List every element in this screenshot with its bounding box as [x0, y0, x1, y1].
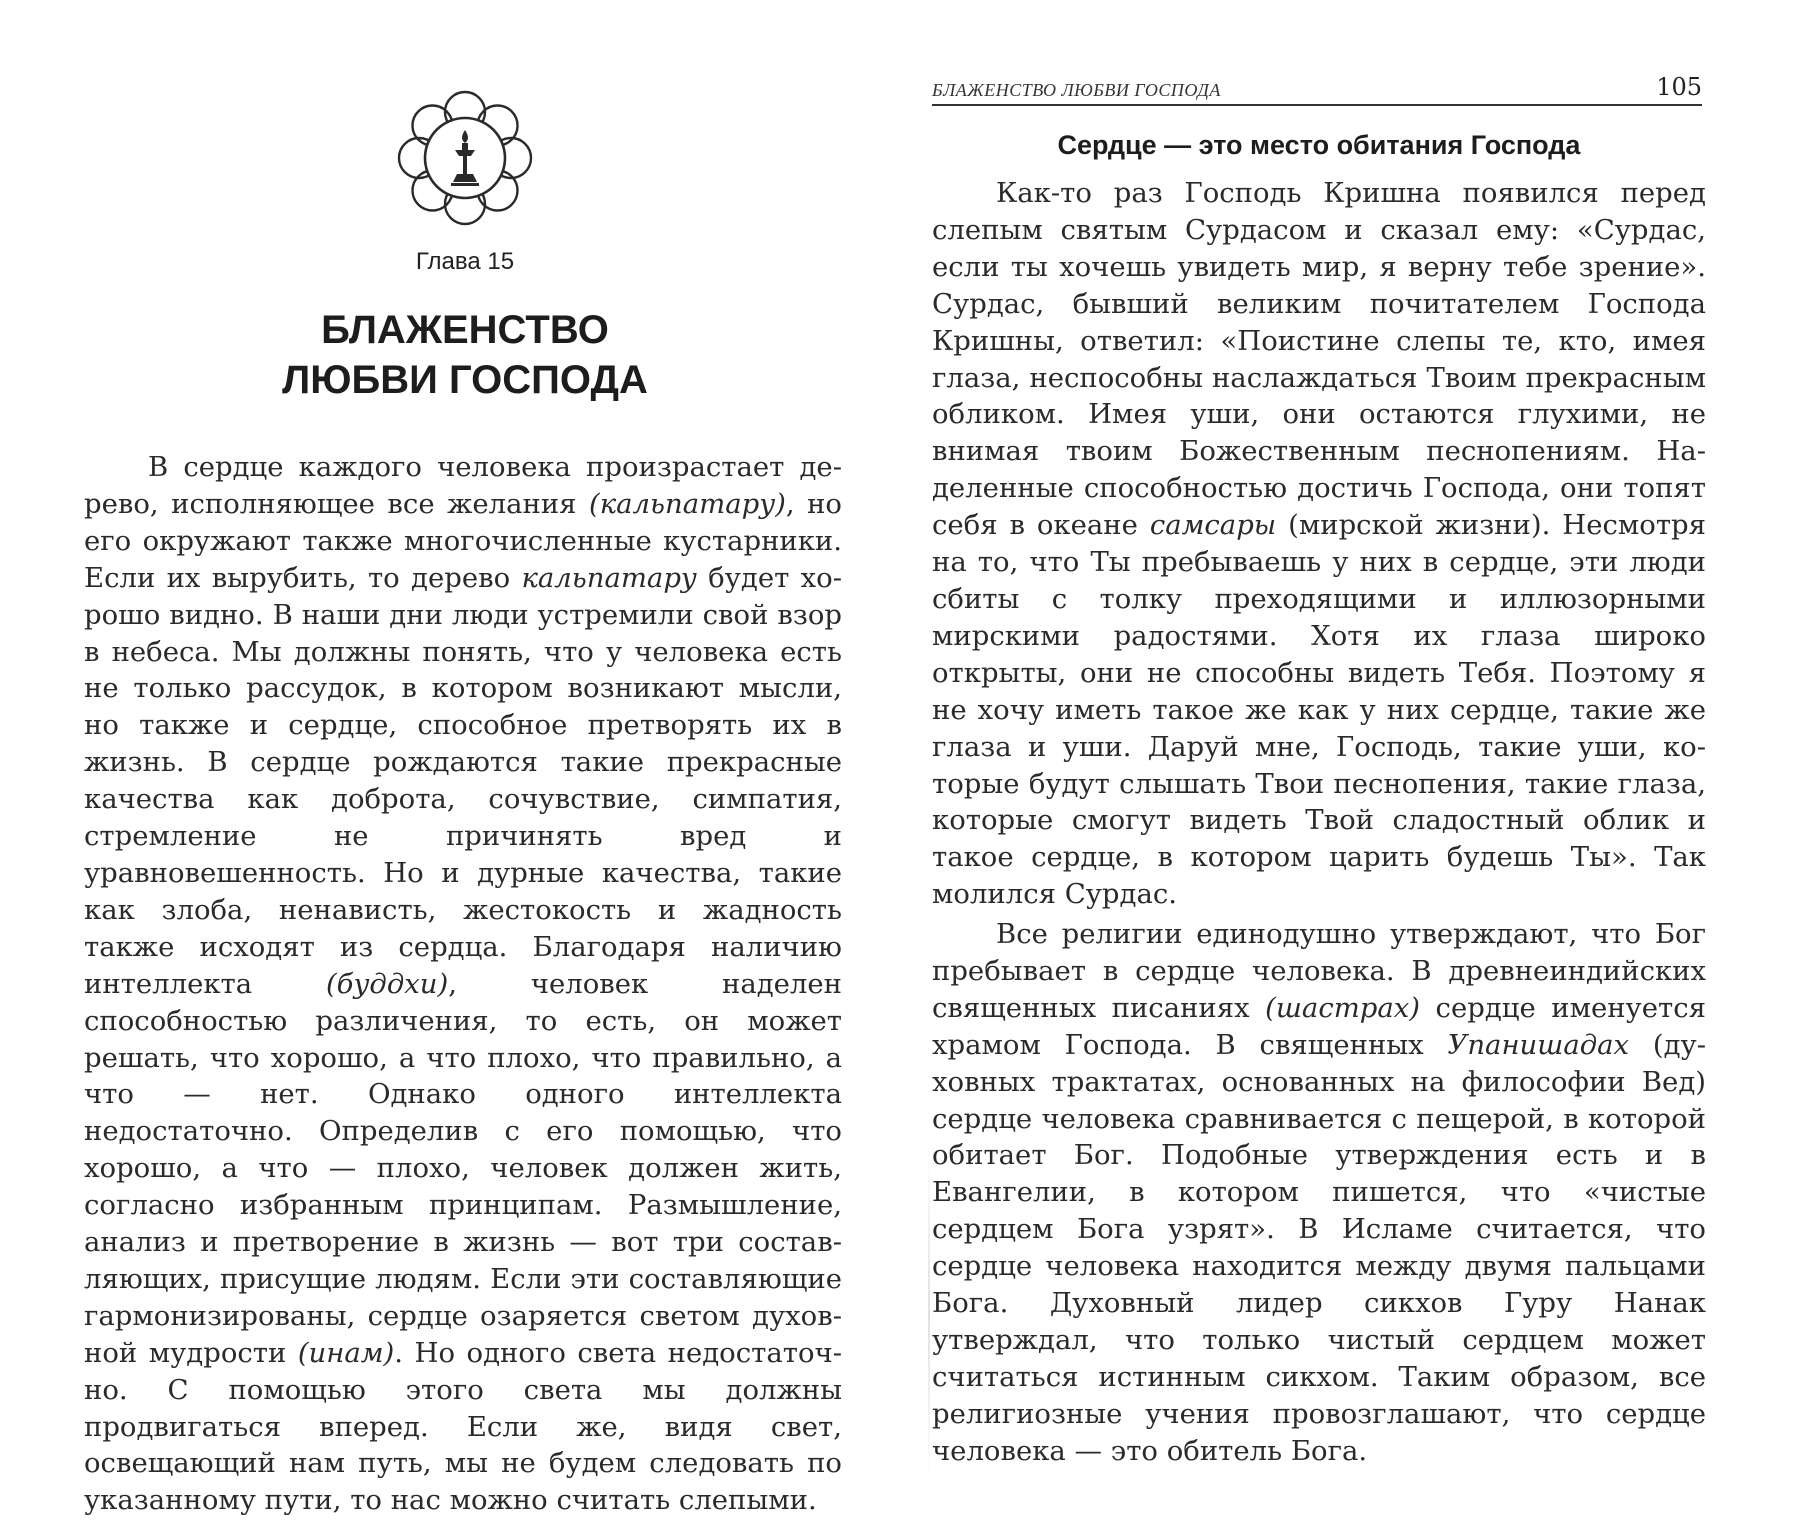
text-run: будет хорошо видно. В наши дни люди устремили свой взор в небеса. Мы должны понять, что у человека есть не только рассудок, в котором возникают мысли, но также и сердце, способное претворять их в жизнь. В сердце рождаются такие прекрасные качества как доброта, сочувствие, симпатия, стремление не причинять вред и уравновешенность. Но и дурные качества, такие как злоба, ненависть, жестокость и жадность также исходят из сердца. Благодаря наличию интеллекта	[84, 561, 842, 1000]
text-run: , человек наделен способностью различения, то есть, он может решать, что хорошо, а что плохо, что правильно, а что — нет. Однако одного интеллекта недостаточно. Определив с его помощью, что хорошо, а что — плохо, человек должен жить, согласно избранным принципам. Размышление, анализ и претворение в жизнь — вот три составляющих, присущие людям. Если эти составляющие гармонизированы, сердце озаряется светом духовной мудрости	[84, 967, 842, 1369]
running-title: БЛАЖЕНСТВО ЛЮБВИ ГОСПОДА	[932, 80, 1221, 100]
text-run: , но его окружают также многочисленные кустарники. Если их вырубить, то дерево	[84, 487, 842, 594]
italic-term: (кальпатару)	[588, 487, 786, 520]
text-run: (духовных трактатах, основанных на философии Вед) сердце человека сравнивается с пещерой, в которой обитает Бог. Подобные утверждения есть и в Евангелии, в котором пишется, что «чистые сердцем Бога узрят». В Исламе считается, что сердце человека находится между двумя пальцами Бога. Духовный лидер сикхов Гуру Нанак утверждал, что только чистый сердцем может считаться истинным сикхом. Таким образом, все религиозные учения провозглашают, что сердце человека — это обитель Бога.	[932, 1028, 1706, 1467]
chapter-title-line-2: ЛЮБВИ ГОСПОДА	[282, 358, 648, 402]
chapter-body	[84, 449, 842, 1519]
book-gutter	[928, 1150, 930, 1480]
paragraph	[932, 916, 1706, 1470]
section-body-2	[932, 916, 1706, 1470]
text-run: . Но одного света недостаточно. С помощью этого света мы должны продвигаться вперед. Если же, видя свет, освещающий нам путь, мы не будем следовать по указанному пути, то нас можно считать слепыми.	[84, 1336, 842, 1517]
italic-term: (инам)	[297, 1336, 395, 1369]
italic-term: кальпатару	[521, 561, 697, 594]
italic-term: самсары	[1149, 509, 1277, 542]
italic-term: (буддхи)	[325, 967, 449, 1000]
section-body-1	[932, 175, 1706, 913]
text-run: сердце именуется храмом Господа. В священных	[932, 991, 1706, 1061]
paragraph	[932, 175, 1706, 913]
text-run: Как-то раз Господь Кришна появился перед слепым святым Сурдасом и сказал ему: «Сурдас, если ты хочешь увидеть мир, я верну тебе зрение». Сурдас, бывший великим почитателем Господа Кришны, ответил: «Поистине слепы те, кто, имея глаза, неспособны наслаждаться Твоим прекрасным обликом. Имея уши, они остаются глухими, не внимая твоим Божественным песнопениям. Наделенные способностью достичь Господа, они топят себя в океане	[932, 177, 1706, 542]
italic-term: (шастрах)	[1265, 991, 1421, 1024]
chapter-title	[0, 305, 930, 405]
page-number: 105	[1656, 73, 1702, 101]
chapter-label: Глава 15	[415, 248, 515, 275]
italic-term: Упанишадах	[1447, 1028, 1630, 1061]
lotus-flower-with-lamp-icon	[395, 88, 535, 228]
section-heading: Сердце — это место обитания Господа	[1057, 130, 1581, 160]
paragraph	[84, 449, 842, 1519]
running-head	[932, 74, 1702, 106]
text-run: В сердце каждого человека произрастает дерево, исполняющее все желания	[84, 451, 842, 520]
right-page	[932, 0, 1806, 1537]
chapter-title-line-1: БЛАЖЕНСТВО	[321, 308, 609, 352]
text-run: (мирской жизни). Несмотря на то, что Ты пребываешь у них в сердце, эти люди сбиты с толку преходящими и иллюзорными мирскими радостями. Хотя их глаза широко открыты, они не способны видеть Тебя. Поэтому я не хочу иметь такое же как у них сердце, такие же глаза и уши. Даруй мне, Господь, такие уши, которые будут слышать Твои песнопения, такие глаза, которые смогут видеть Твой сладостный облик и такое сердце, в котором царить будешь Ты». Так молился Сурдас.	[932, 509, 1706, 911]
text-run: Все религии единодушно утверждают, что Бог пребывает в сердце человека. В древнеиндийских священных писаниях	[932, 918, 1706, 1024]
